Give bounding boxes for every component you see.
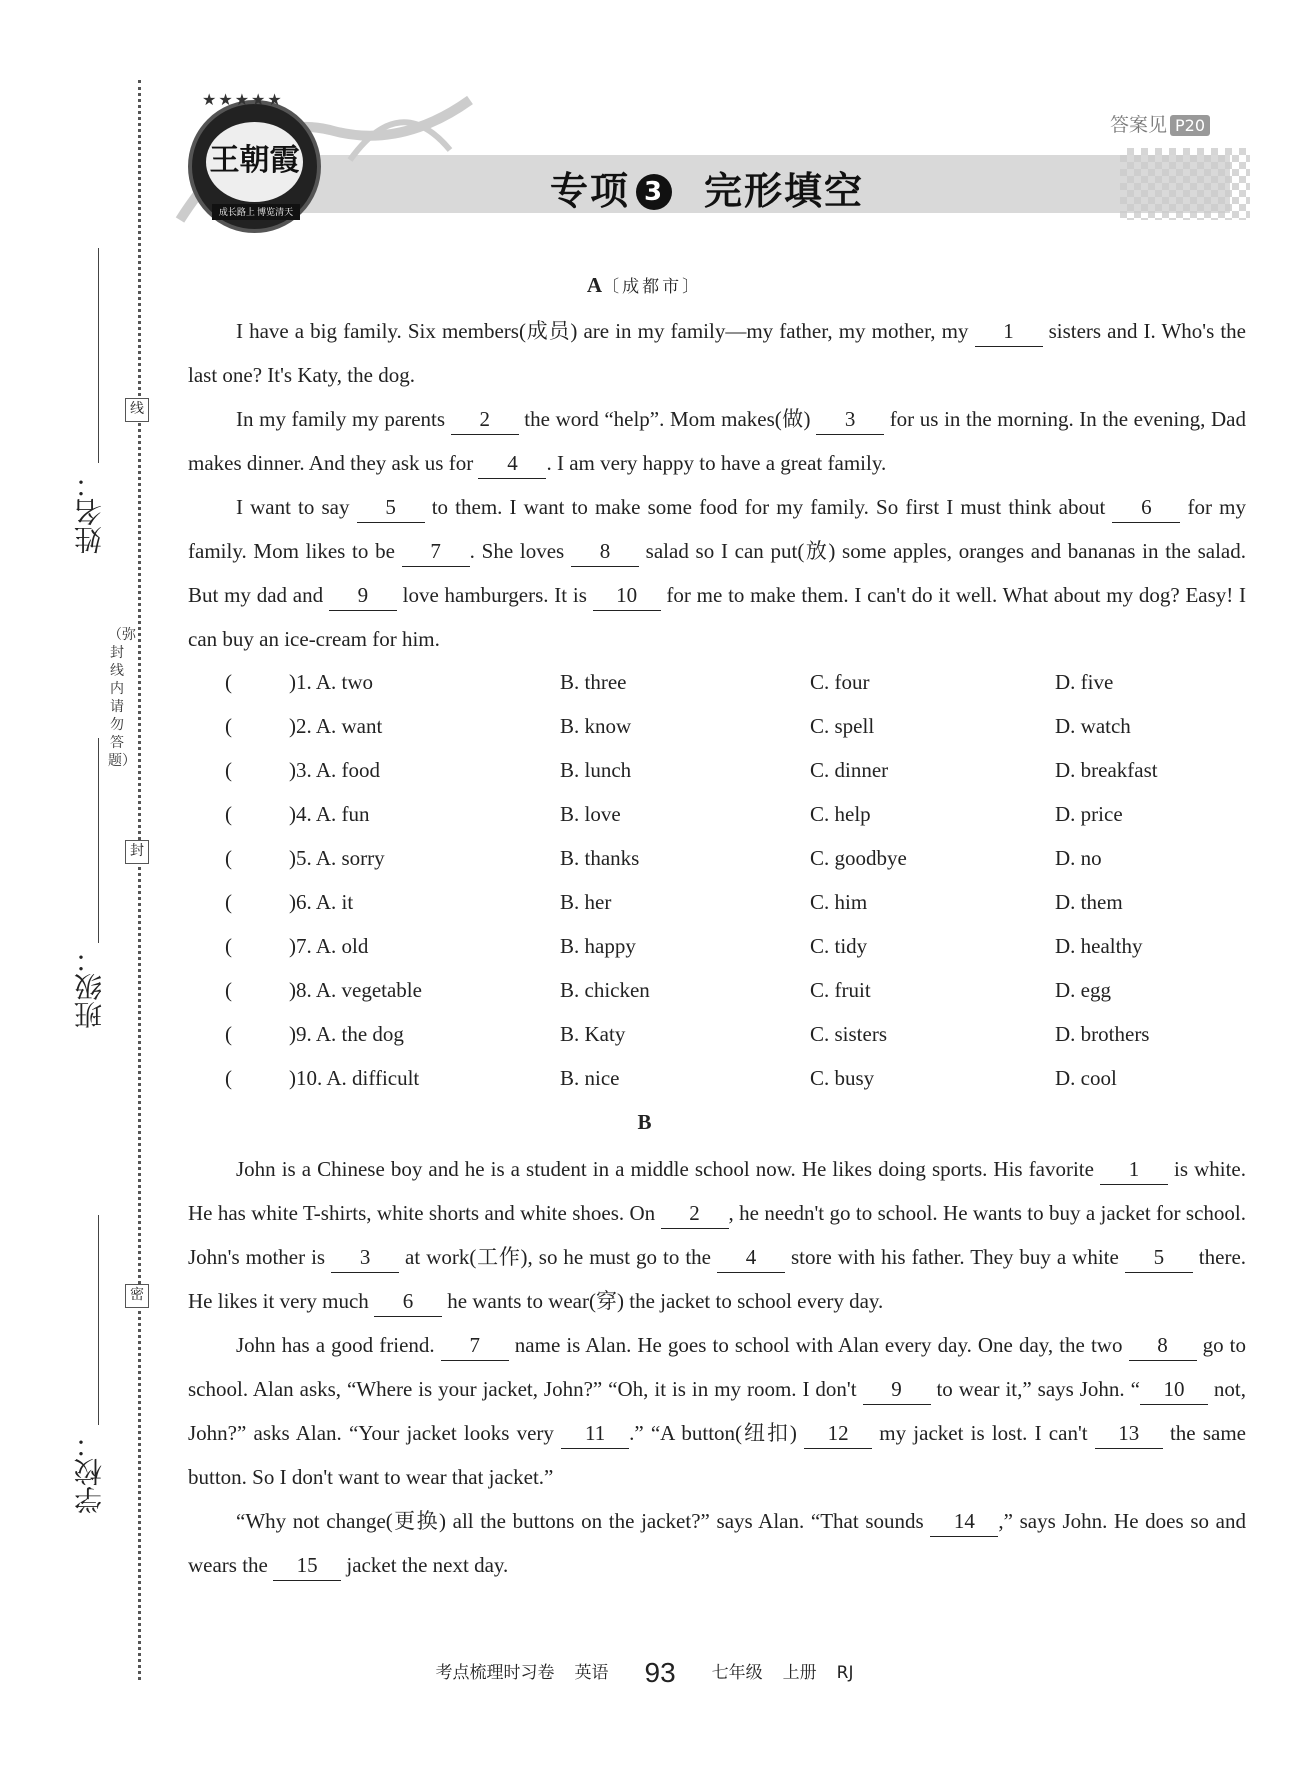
passage-text: to wear it,” says John. “ bbox=[930, 1377, 1140, 1401]
option-d[interactable]: D. brothers bbox=[1055, 1022, 1150, 1046]
option-a[interactable]: )9. A. the dog bbox=[289, 1022, 404, 1046]
paragraph bbox=[188, 1147, 1246, 1323]
passage-text: John is a Chinese boy and he is a student in a middle school now. He likes doing sports. His favorite bbox=[236, 1157, 1100, 1181]
footer-grade: 七年级 bbox=[711, 1663, 763, 1683]
paragraph bbox=[188, 397, 1246, 485]
section-b-heading bbox=[0, 1110, 1289, 1135]
class-line[interactable] bbox=[98, 738, 99, 943]
option-c[interactable]: C. spell bbox=[810, 714, 875, 738]
answer-blank[interactable]: 10 bbox=[1140, 1374, 1208, 1405]
page-title bbox=[550, 160, 864, 215]
passage-text: is white. He has white T-shirts, white shorts and white shoes. On bbox=[188, 1157, 1246, 1225]
question-options-a bbox=[225, 660, 1245, 1100]
option-b[interactable]: B. know bbox=[560, 714, 632, 738]
answer-blank[interactable]: 11 bbox=[561, 1418, 629, 1449]
passage-text: he wants to wear(穿) the jacket to school every day. bbox=[442, 1289, 884, 1313]
passage-text: name is Alan. He goes to school with Alan every day. One day, the two bbox=[508, 1333, 1129, 1357]
option-b[interactable]: B. nice bbox=[560, 1066, 620, 1090]
passage-text: the same button. So I don't want to wear that jacket.” bbox=[188, 1421, 1246, 1489]
answer-blank[interactable]: 8 bbox=[571, 536, 639, 567]
passage-text: .” “A button(纽扣) bbox=[629, 1421, 805, 1445]
answer-blank[interactable]: 9 bbox=[863, 1374, 931, 1405]
answer-blank[interactable]: 12 bbox=[804, 1418, 872, 1449]
question-row bbox=[225, 660, 1245, 704]
option-d[interactable]: D. them bbox=[1055, 890, 1123, 914]
school-label: 学校： bbox=[73, 1430, 106, 1514]
section-a-location: 〔成都市〕 bbox=[602, 277, 703, 297]
answer-blank[interactable]: 5 bbox=[357, 492, 425, 523]
passage-a bbox=[188, 309, 1246, 661]
footer-book: 考点梳理时习卷 bbox=[435, 1663, 555, 1683]
answer-paren[interactable]: ( bbox=[225, 802, 232, 826]
passage-text: for my family. Mom likes to be bbox=[188, 495, 1246, 563]
passage-text: . I am very happy to have a great family. bbox=[546, 451, 887, 475]
option-b[interactable]: B. chicken bbox=[560, 978, 650, 1002]
option-b[interactable]: B. thanks bbox=[560, 846, 640, 870]
school-line[interactable] bbox=[98, 1215, 99, 1425]
answer-paren[interactable]: ( bbox=[225, 670, 232, 694]
passage-text: for us in the morning. In the evening, Dad makes dinner. And they ask us for bbox=[188, 407, 1246, 475]
option-b[interactable]: B. three bbox=[560, 670, 627, 694]
footer-subject: 英语 bbox=[574, 1663, 609, 1683]
question-row bbox=[225, 1056, 1245, 1100]
option-a[interactable]: )5. A. sorry bbox=[289, 846, 385, 870]
question-row bbox=[225, 704, 1245, 748]
binding-label-feng: 封 bbox=[125, 840, 149, 864]
option-d[interactable]: D. cool bbox=[1055, 1066, 1117, 1090]
passage-text: the word “help”. Mom makes(做) bbox=[518, 407, 817, 431]
passage-text: . She loves bbox=[469, 539, 571, 563]
passage-text: In my family my parents bbox=[236, 407, 451, 431]
footer-edition: RJ bbox=[836, 1663, 854, 1683]
option-a[interactable]: )8. A. vegetable bbox=[289, 978, 422, 1002]
answer-blank[interactable]: 6 bbox=[1112, 492, 1180, 523]
answer-paren[interactable]: ( bbox=[225, 1022, 232, 1046]
name-label: 姓名： bbox=[73, 470, 106, 554]
paragraph bbox=[188, 485, 1246, 661]
page-number: 93 bbox=[644, 1657, 676, 1688]
option-b[interactable]: B. Katy bbox=[560, 1022, 626, 1046]
answer-blank[interactable]: 15 bbox=[273, 1550, 341, 1581]
question-row bbox=[225, 880, 1245, 924]
question-row bbox=[225, 968, 1245, 1012]
passage-text: love hamburgers. It is bbox=[396, 583, 593, 607]
paragraph bbox=[188, 1499, 1246, 1587]
answer-blank[interactable]: 1 bbox=[1100, 1154, 1168, 1185]
answer-ref-label: 答案见 bbox=[1110, 114, 1168, 136]
option-d[interactable]: D. healthy bbox=[1055, 934, 1143, 958]
option-a[interactable]: )2. A. want bbox=[289, 714, 383, 738]
answer-blank[interactable]: 8 bbox=[1129, 1330, 1197, 1361]
passage-text: I have a big family. Six members(成员) are in my family—my father, my mother, my bbox=[236, 319, 975, 343]
question-row bbox=[225, 748, 1245, 792]
option-b[interactable]: B. lunch bbox=[560, 758, 632, 782]
no-answer-notice: （弥封线内请勿答题） bbox=[108, 627, 136, 769]
passage-text: “Why not change(更换) all the buttons on the jacket?” says Alan. “That sounds bbox=[236, 1509, 931, 1533]
title-number-badge: 3 bbox=[636, 174, 672, 210]
option-c[interactable]: C. tidy bbox=[810, 934, 868, 958]
option-a[interactable]: )4. A. fun bbox=[289, 802, 370, 826]
option-a[interactable]: )7. A. old bbox=[289, 934, 369, 958]
passage-text: not, John?” asks Alan. “Your jacket looks very bbox=[188, 1377, 1246, 1445]
page-footer bbox=[0, 1653, 1289, 1688]
answer-blank[interactable]: 3 bbox=[331, 1242, 399, 1273]
banner-checker-pattern bbox=[1120, 148, 1250, 220]
option-b[interactable]: B. her bbox=[560, 890, 612, 914]
answer-blank[interactable]: 2 bbox=[451, 404, 519, 435]
binding-dotted-line bbox=[138, 80, 141, 1680]
option-c[interactable]: C. dinner bbox=[810, 758, 889, 782]
logo-inner bbox=[206, 122, 303, 202]
class-label: 班级： bbox=[73, 945, 106, 1029]
answer-paren[interactable]: ( bbox=[225, 1066, 232, 1090]
passage-text: ,” says John. He does so and wears the bbox=[188, 1509, 1246, 1577]
answer-blank[interactable]: 1 bbox=[975, 316, 1043, 347]
answer-blank[interactable]: 3 bbox=[816, 404, 884, 435]
option-c[interactable]: C. busy bbox=[810, 1066, 875, 1090]
logo-stars-icon: ★★★★★ bbox=[202, 92, 284, 109]
answer-page-badge: P20 bbox=[1170, 115, 1210, 136]
logo-text: 王朝霞 bbox=[209, 143, 300, 178]
answer-blank[interactable]: 4 bbox=[478, 448, 546, 479]
answer-paren[interactable]: ( bbox=[225, 934, 232, 958]
passage-text: John has a good friend. bbox=[236, 1333, 441, 1357]
option-d[interactable]: D. breakfast bbox=[1055, 758, 1158, 782]
answer-blank[interactable]: 10 bbox=[593, 580, 661, 611]
passage-text: there. He likes it very much bbox=[188, 1245, 1247, 1313]
answer-blank[interactable]: 2 bbox=[661, 1198, 729, 1229]
binding-label-mi: 密 bbox=[125, 1284, 149, 1308]
option-d[interactable]: D. price bbox=[1055, 802, 1123, 826]
question-row bbox=[225, 792, 1245, 836]
section-a-heading bbox=[0, 272, 1289, 298]
option-d[interactable]: D. watch bbox=[1055, 714, 1131, 738]
passage-text: store with his father. They buy a white bbox=[785, 1245, 1125, 1269]
answer-blank[interactable]: 5 bbox=[1125, 1242, 1193, 1273]
paragraph bbox=[188, 1323, 1246, 1499]
passage-text: , he needn't go to school. He wants to buy a jacket for school. John's mother is bbox=[188, 1201, 1246, 1269]
answer-blank[interactable]: 7 bbox=[441, 1330, 509, 1361]
passage-text: I want to say bbox=[236, 495, 357, 519]
passage-text: for me to make them. I can't do it well. What about my dog? Easy! I can buy an ice-cream for him. bbox=[188, 583, 1247, 651]
answer-paren[interactable]: ( bbox=[225, 890, 232, 914]
option-a[interactable]: )1. A. two bbox=[289, 670, 373, 694]
option-c[interactable]: C. goodbye bbox=[810, 846, 907, 870]
option-a[interactable]: )3. A. food bbox=[289, 758, 380, 782]
brand-logo bbox=[188, 92, 321, 233]
footer-volume: 上册 bbox=[782, 1663, 817, 1683]
option-d[interactable]: D. five bbox=[1055, 670, 1114, 694]
passage-text: jacket the next day. bbox=[341, 1553, 509, 1577]
passage-text: sisters and I. Who's the last one? It's Katy, the dog. bbox=[188, 319, 1247, 387]
question-row bbox=[225, 1012, 1245, 1056]
option-c[interactable]: C. four bbox=[810, 670, 870, 694]
answer-blank[interactable]: 9 bbox=[329, 580, 397, 611]
passage-b bbox=[188, 1147, 1246, 1587]
section-b-label: B bbox=[637, 1110, 652, 1134]
option-b[interactable]: B. love bbox=[560, 802, 621, 826]
passage-text: my jacket is lost. I can't bbox=[872, 1421, 1095, 1445]
title-prefix: 专项 bbox=[550, 169, 631, 213]
answer-blank[interactable]: 4 bbox=[717, 1242, 785, 1273]
option-a[interactable]: )10. A. difficult bbox=[289, 1066, 420, 1090]
option-c[interactable]: C. fruit bbox=[810, 978, 871, 1002]
option-c[interactable]: C. him bbox=[810, 890, 868, 914]
passage-text: at work(工作), so he must go to the bbox=[399, 1245, 717, 1269]
answer-blank[interactable]: 13 bbox=[1095, 1418, 1163, 1449]
option-a[interactable]: )6. A. it bbox=[289, 890, 354, 914]
option-d[interactable]: D. no bbox=[1055, 846, 1102, 870]
option-c[interactable]: C. help bbox=[810, 802, 871, 826]
answer-paren[interactable]: ( bbox=[225, 714, 232, 738]
answer-blank[interactable]: 14 bbox=[930, 1506, 998, 1537]
passage-text: salad so I can put(放) some apples, oranges and bananas in the salad. But my dad and bbox=[188, 539, 1247, 607]
question-row bbox=[225, 924, 1245, 968]
answer-blank[interactable]: 6 bbox=[374, 1286, 442, 1317]
option-d[interactable]: D. egg bbox=[1055, 978, 1111, 1002]
section-a-label: A bbox=[586, 273, 603, 297]
answer-paren[interactable]: ( bbox=[225, 758, 232, 782]
paragraph bbox=[188, 309, 1246, 397]
answer-reference bbox=[1110, 110, 1210, 137]
binding-label-xian: 线 bbox=[125, 398, 149, 422]
answer-blank[interactable]: 7 bbox=[402, 536, 470, 567]
passage-text: to them. I want to make some food for my family. So first I must think about bbox=[424, 495, 1113, 519]
option-b[interactable]: B. happy bbox=[560, 934, 636, 958]
answer-paren[interactable]: ( bbox=[225, 978, 232, 1002]
answer-paren[interactable]: ( bbox=[225, 846, 232, 870]
passage-text: go to school. Alan asks, “Where is your jacket, John?” “Oh, it is in my room. I don't bbox=[188, 1333, 1246, 1401]
question-row bbox=[225, 836, 1245, 880]
option-c[interactable]: C. sisters bbox=[810, 1022, 888, 1046]
title-text: 完形填空 bbox=[704, 169, 865, 213]
logo-slogan: 成长路上 博览清天 bbox=[212, 204, 300, 220]
